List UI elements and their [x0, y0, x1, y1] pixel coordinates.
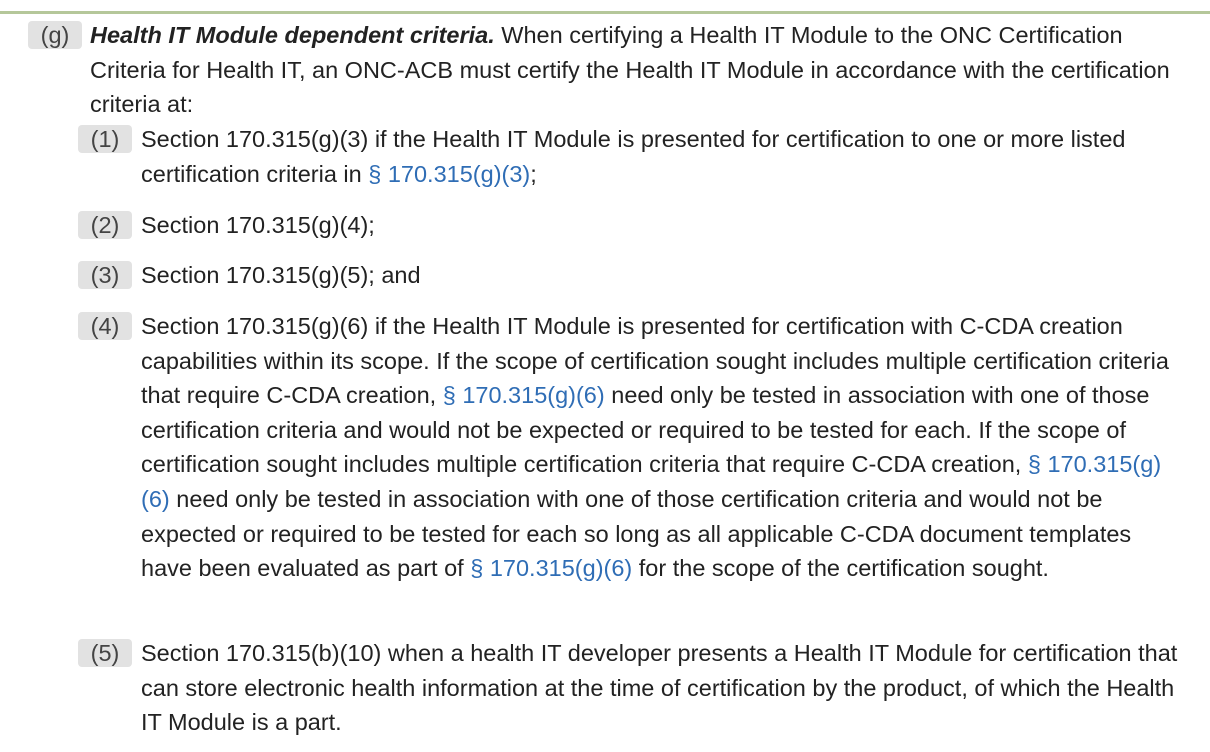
item-1-text-end: ; [530, 160, 537, 187]
cfr-link-170-315-g-6-b[interactable]: § 170.315(g)(6) [141, 451, 1162, 512]
item-label-3: (3) [78, 261, 132, 289]
item-3-text: Section 170.315(g)(5); and [141, 262, 421, 288]
item-2-text: Section 170.315(g)(4); [141, 212, 375, 238]
item-1-text: Section 170.315(g)(3) if the Health IT Module is presented for certification to one or more listed certification criteria in [141, 126, 1126, 187]
item-4-text-b: need only be tested in association with one of those certification criteria and would not be expected or required to be tested for each. If the scope of certification sought includes multiple certification criteria that require C-CDA creation, [141, 382, 1150, 478]
list-item-2 [78, 208, 1188, 243]
item-4-text-d: for the scope of the certification sought. [632, 555, 1049, 582]
paragraph-label-g: (g) [28, 21, 82, 49]
list-item-3 [78, 258, 1188, 293]
list-item-1 [78, 122, 1188, 191]
item-4-text-a: Section 170.315(g)(6) if the Health IT Module is presented for certification with C-CDA creation capabilities within its scope. If the scope of certification sought includes multiple certification criteria that require C-CDA creation, [141, 313, 1169, 409]
list-item-4 [78, 309, 1188, 586]
list-item-5 [78, 636, 1188, 740]
paragraph-g [28, 18, 1188, 122]
paragraph-g-body [28, 18, 1188, 122]
item-label-2: (2) [78, 211, 132, 239]
item-5-text: Section 170.315(b)(10) when a health IT developer presents a Health IT Module for certification that can store electronic health information at the time of certification by the product, of which the Health IT Module is a part. [141, 640, 1178, 736]
item-label-4: (4) [78, 312, 132, 340]
top-divider [0, 11, 1210, 14]
cfr-link-170-315-g-6-c[interactable]: § 170.315(g)(6) [470, 555, 633, 582]
item-label-5: (5) [78, 639, 132, 667]
cfr-link-170-315-g-6-a[interactable]: § 170.315(g)(6) [442, 382, 605, 409]
paragraph-g-text: When certifying a Health IT Module to the ONC Certification Criteria for Health IT, an ONC-ACB must certify the Health IT Module in accordance with the certification criteria at: [90, 22, 1170, 118]
item-label-1: (1) [78, 125, 132, 153]
cfr-link-170-315-g-3[interactable]: § 170.315(g)(3) [368, 160, 531, 187]
paragraph-heading: Health IT Module dependent criteria. [90, 22, 495, 48]
item-4-text-c: need only be tested in association with one of those certification criteria and would not be expected or required to be tested for each so long as all applicable C-CDA document templates have been evaluated as part of [141, 485, 1132, 582]
